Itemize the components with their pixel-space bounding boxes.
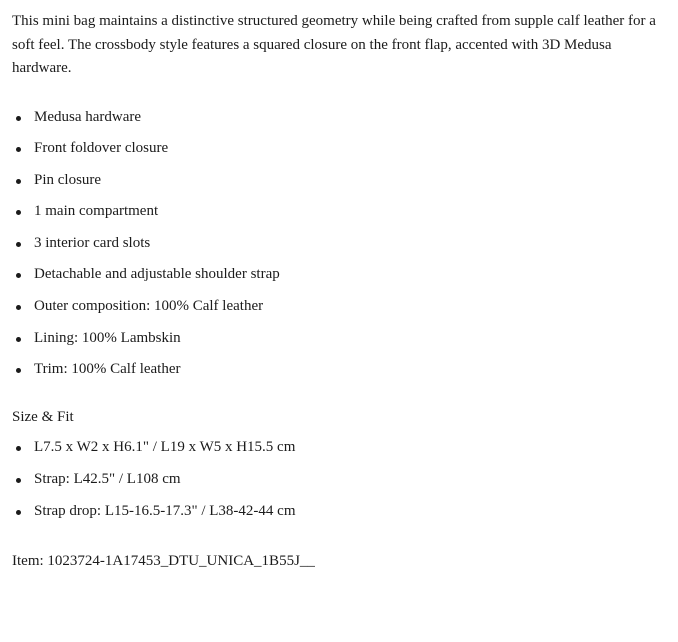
bullet-icon	[16, 368, 21, 373]
bullet-icon	[16, 305, 21, 310]
list-item	[12, 200, 658, 232]
bullet-icon	[16, 273, 21, 278]
feature-text: Lining: 100% Lambskin	[34, 329, 181, 346]
list-item	[12, 232, 658, 264]
bullet-icon	[16, 179, 21, 184]
feature-text: Front foldover closure	[34, 140, 169, 157]
size-fit-list	[12, 436, 658, 531]
list-item	[12, 327, 658, 359]
list-item	[12, 358, 658, 390]
list-item	[12, 436, 658, 468]
bullet-icon	[16, 446, 21, 451]
feature-text: Pin closure	[34, 171, 102, 188]
list-item	[12, 169, 658, 201]
feature-text: Outer composition: 100% Calf leather	[34, 298, 264, 315]
bullet-icon	[16, 116, 21, 121]
list-item	[12, 500, 658, 532]
product-description: This mini bag maintains a distinctive structured geometry while being crafted from supple calf leather for a soft feel. The crossbody style features a squared closure on the front flap, accented with 3D Medusa hardware.	[12, 13, 656, 76]
feature-text: 1 main compartment	[34, 203, 159, 220]
item-code: Item: 1023724-1A17453_DTU_UNICA_1B55J__	[12, 553, 315, 570]
list-item	[12, 106, 658, 138]
bullet-icon	[16, 510, 21, 515]
list-item	[12, 468, 658, 500]
bullet-icon	[16, 210, 21, 215]
size-text: Strap: L42.5" / L108 cm	[34, 470, 181, 487]
size-fit-heading: Size & Fit	[12, 408, 74, 425]
feature-text: Trim: 100% Calf leather	[34, 361, 181, 378]
bullet-icon	[16, 147, 21, 152]
bullet-icon	[16, 478, 21, 483]
features-list	[12, 106, 658, 390]
bullet-icon	[16, 337, 21, 342]
size-text: L7.5 x W2 x H6.1" / L19 x W5 x H15.5 cm	[34, 439, 296, 456]
feature-text: Medusa hardware	[34, 108, 142, 125]
list-item	[12, 137, 658, 169]
bullet-icon	[16, 242, 21, 247]
size-text: Strap drop: L15-16.5-17.3" / L38-42-44 cm	[34, 502, 296, 519]
feature-text: Detachable and adjustable shoulder strap	[34, 266, 280, 283]
list-item	[12, 263, 658, 295]
feature-text: 3 interior card slots	[34, 234, 151, 251]
list-item	[12, 295, 658, 327]
